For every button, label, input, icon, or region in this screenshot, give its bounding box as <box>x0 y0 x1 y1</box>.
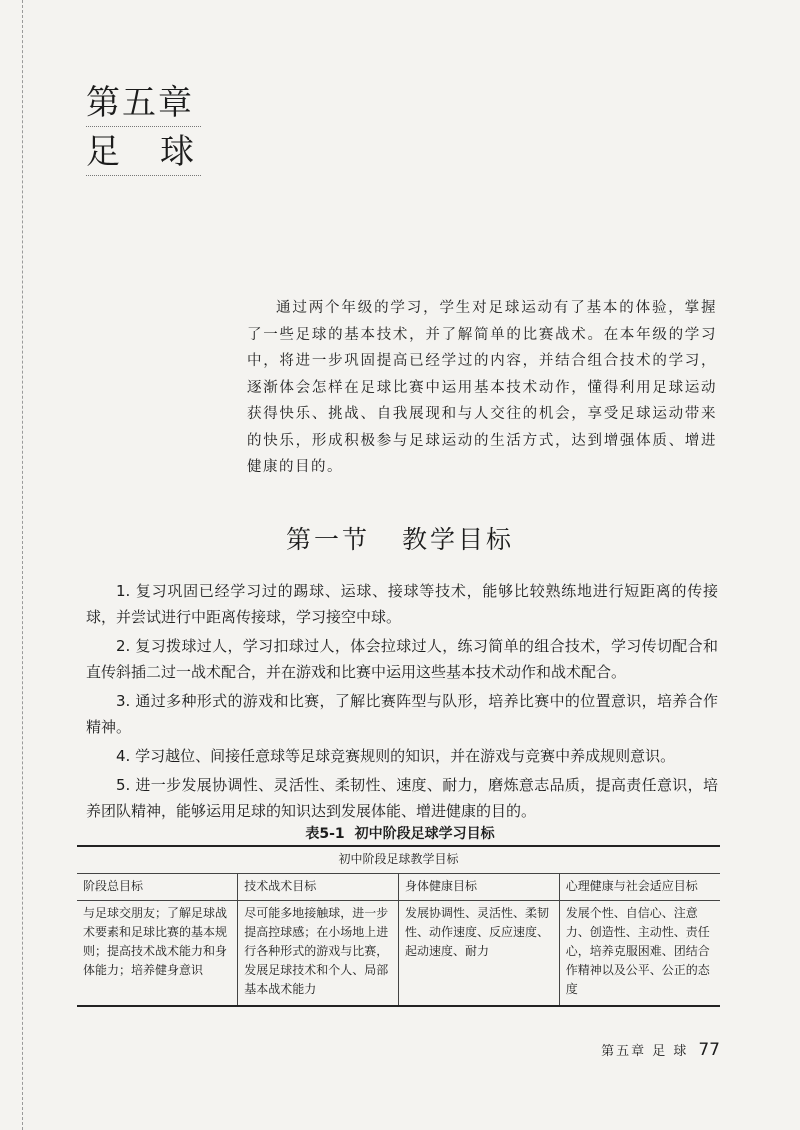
table-caption <box>0 823 800 843</box>
section-number: 第一节 <box>285 525 370 554</box>
chapter-intro-paragraph: 通过两个年级的学习，学生对足球运动有了基本的体验，掌握了一些足球的基本技术，并了解简单的比赛战术。在本年级的学习中，将进一步巩固提高已经学过的内容，并结合组合技术的学习，逐渐体会怎样在足球比赛中运用基本技术动作，懂得利用足球运动获得快乐、挑战、自我展现和与人交往的机会，享受足球运动带来的快乐，形成积极参与足球运动的生活方式，达到增强体质、增进健康的目的。 <box>247 300 717 475</box>
table-group-header: 初中阶段足球教学目标 <box>77 847 720 874</box>
chapter-number: 第五章 <box>86 82 201 127</box>
objectives-list <box>86 578 718 827</box>
footer-chapter-label: 第五章 足 球 <box>601 1044 689 1059</box>
objective-item: 2. 复习拨球过人，学习扣球过人，体会拉球过人，练习简单的组合技术，学习传切配合和直传斜插二过一战术配合，并在游戏和比赛中运用这些基本技术动作和战术配合。 <box>86 637 718 681</box>
chapter-heading <box>86 82 234 176</box>
table-column-header: 身体健康目标 <box>399 874 560 901</box>
objective-item: 3. 通过多种形式的游戏和比赛，了解比赛阵型与队形，培养比赛中的位置意识，培养合作精神。 <box>86 692 718 736</box>
objective-item: 1. 复习巩固已经学习过的踢球、运球、接球等技术，能够比较熟练地进行短距离的传接球，并尝试进行中距离传接球，学习接空中球。 <box>86 582 718 626</box>
table-caption-title: 初中阶段足球学习目标 <box>354 826 495 842</box>
table-cell: 发展协调性、灵活性、柔韧性、动作速度、反应速度、起动速度、耐力 <box>399 901 560 1006</box>
objective-item: 4. 学习越位、间接任意球等足球竞赛规则的知识，并在游戏与竞赛中养成规则意识。 <box>116 747 676 765</box>
table-cell: 发展个性、自信心、注意力、创造性、主动性、责任心，培养克服困难、团结合作精神以及公平、公正的态度 <box>559 901 720 1006</box>
page-footer <box>560 1040 720 1060</box>
table-cell: 尽可能多地接触球，进一步提高控球感；在小场地上进行各种形式的游戏与比赛，发展足球技术和个人、局部基本战术能力 <box>238 901 399 1006</box>
objective-item: 5. 进一步发展协调性、灵活性、柔韧性、速度、耐力，磨炼意志品质，提高责任意识，培养团队精神，能够运用足球的知识达到发展体能、增进健康的目的。 <box>86 776 718 820</box>
page-binding-edge <box>0 0 23 1130</box>
table-column-header: 心理健康与社会适应目标 <box>559 874 720 901</box>
page-number: 77 <box>698 1040 720 1060</box>
table-row <box>77 901 720 1006</box>
table-caption-number: 表5-1 <box>305 826 345 842</box>
section-title: 教学目标 <box>402 525 515 554</box>
table-cell: 与足球交朋友；了解足球战术要素和足球比赛的基本规则；提高技术战术能力和身体能力；培养健身意识 <box>77 901 238 1006</box>
table-column-header: 阶段总目标 <box>77 874 238 901</box>
section-heading <box>0 520 800 556</box>
chapter-title: 足球 <box>86 131 201 176</box>
table-column-header: 技术战术目标 <box>238 874 399 901</box>
goals-table <box>77 845 720 1007</box>
